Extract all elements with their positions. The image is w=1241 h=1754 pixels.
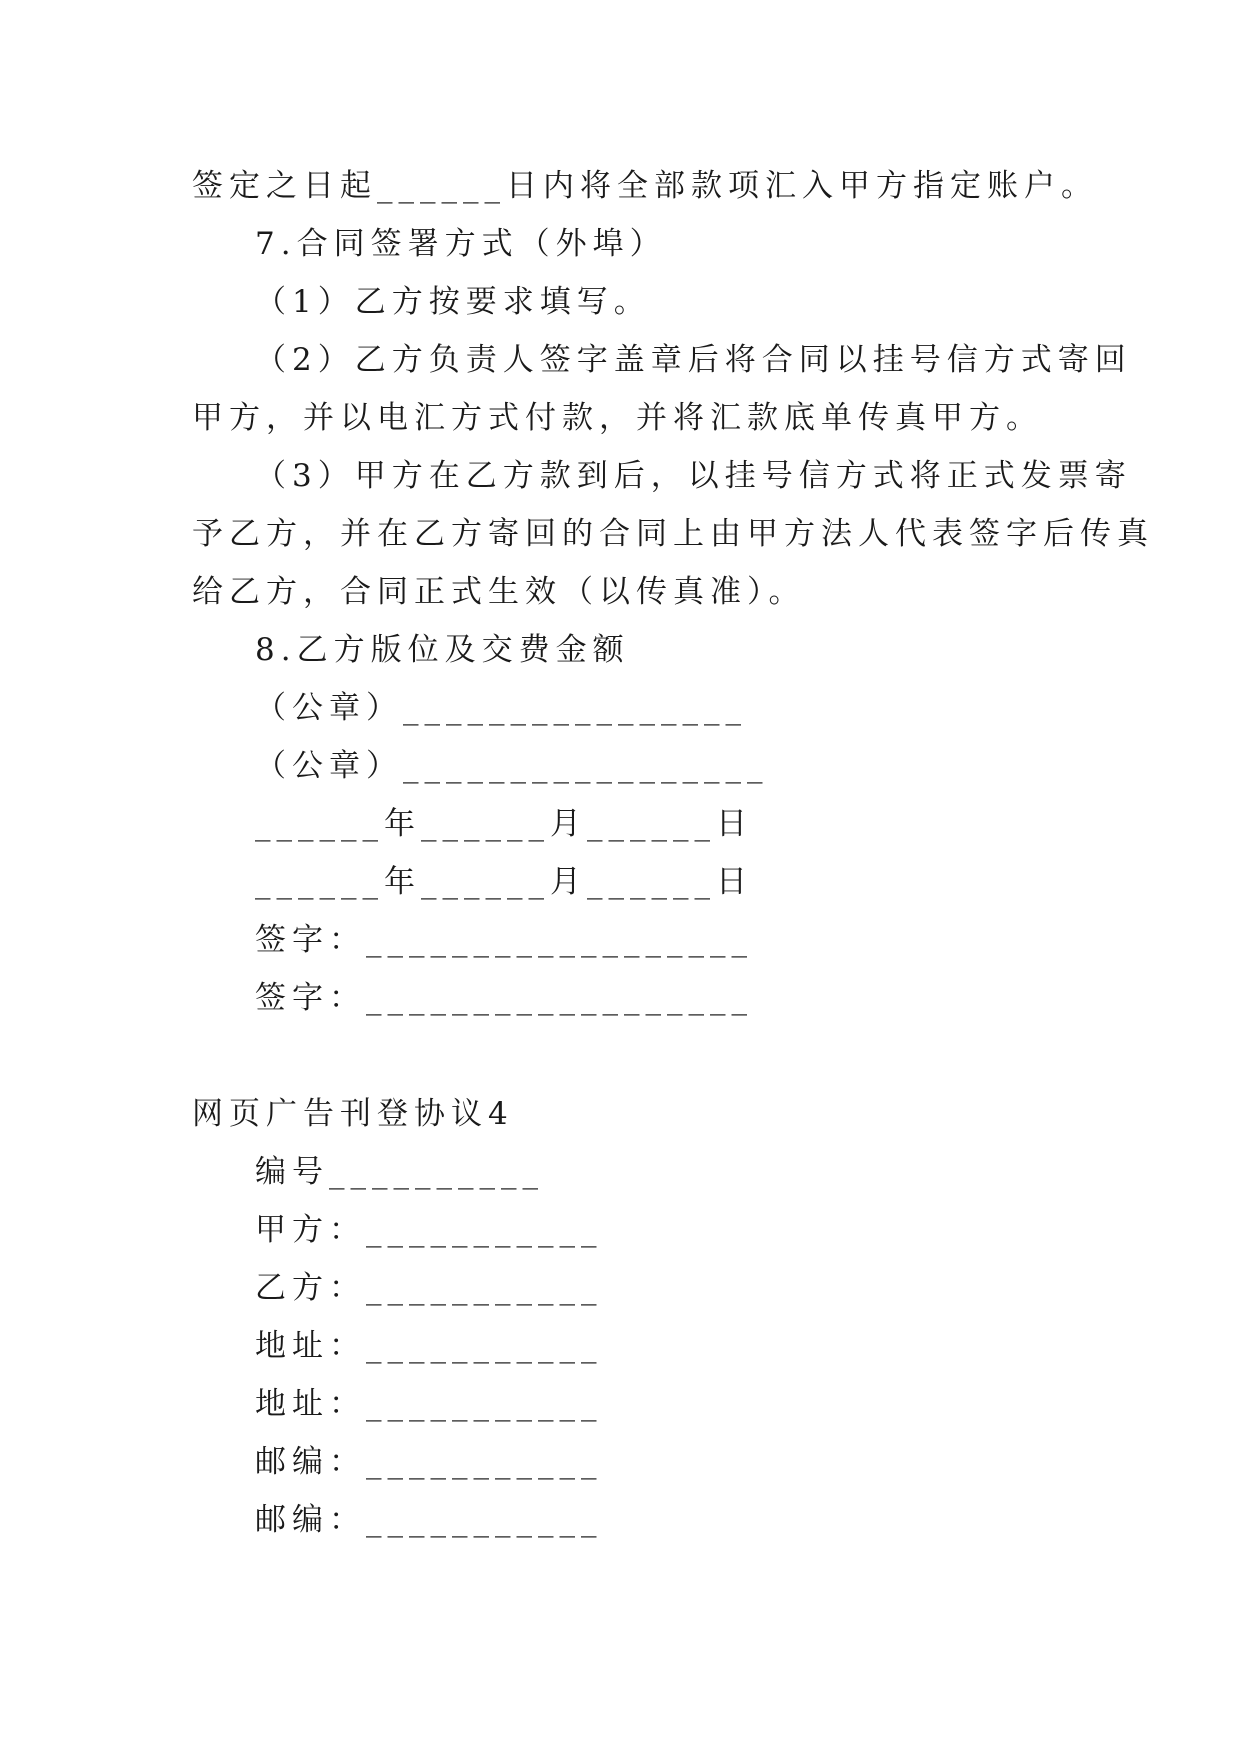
section-7-heading: 7.合同签署方式（外埠） — [255, 226, 667, 262]
seal-field-party-a: （公章）________________ — [255, 690, 747, 726]
address-field-party-a: 地址：___________ — [255, 1328, 603, 1364]
section-8-heading: 8.乙方版位及交费金额 — [255, 632, 630, 668]
party-a-field: 甲方：___________ — [255, 1212, 603, 1248]
date-field-party-a: ______年______月______日 — [255, 806, 753, 842]
payment-deadline-line: 签定之日起______日内将全部款项汇入甲方指定账户。 — [192, 168, 1098, 204]
section-7-item-3-line-3: 给乙方，合同正式生效（以传真准）。 — [192, 574, 806, 610]
section-7-item-2-line-1: （2）乙方负责人签字盖章后将合同以挂号信方式寄回 — [255, 342, 1132, 378]
address-field-party-b: 地址：___________ — [255, 1386, 603, 1422]
section-7-item-3-line-1: （3）甲方在乙方款到后，以挂号信方式将正式发票寄 — [255, 458, 1132, 494]
seal-field-party-b: （公章）_________________ — [255, 748, 769, 784]
postcode-field-party-b: 邮编：___________ — [255, 1502, 603, 1538]
date-field-party-b: ______年______月______日 — [255, 864, 753, 900]
party-b-field: 乙方：___________ — [255, 1270, 603, 1306]
signature-field-party-b: 签字：__________________ — [255, 980, 753, 1016]
postcode-field-party-a: 邮编：___________ — [255, 1444, 603, 1480]
section-7-item-3-line-2: 予乙方，并在乙方寄回的合同上由甲方法人代表签字后传真 — [192, 516, 1154, 552]
signature-field-party-a: 签字：__________________ — [255, 922, 753, 958]
section-7-item-1: （1）乙方按要求填写。 — [255, 284, 651, 320]
section-7-item-2-line-2: 甲方，并以电汇方式付款，并将汇款底单传真甲方。 — [192, 400, 1043, 436]
agreement-title: 网页广告刊登协议4 — [192, 1096, 514, 1132]
number-field: 编号__________ — [255, 1154, 544, 1190]
